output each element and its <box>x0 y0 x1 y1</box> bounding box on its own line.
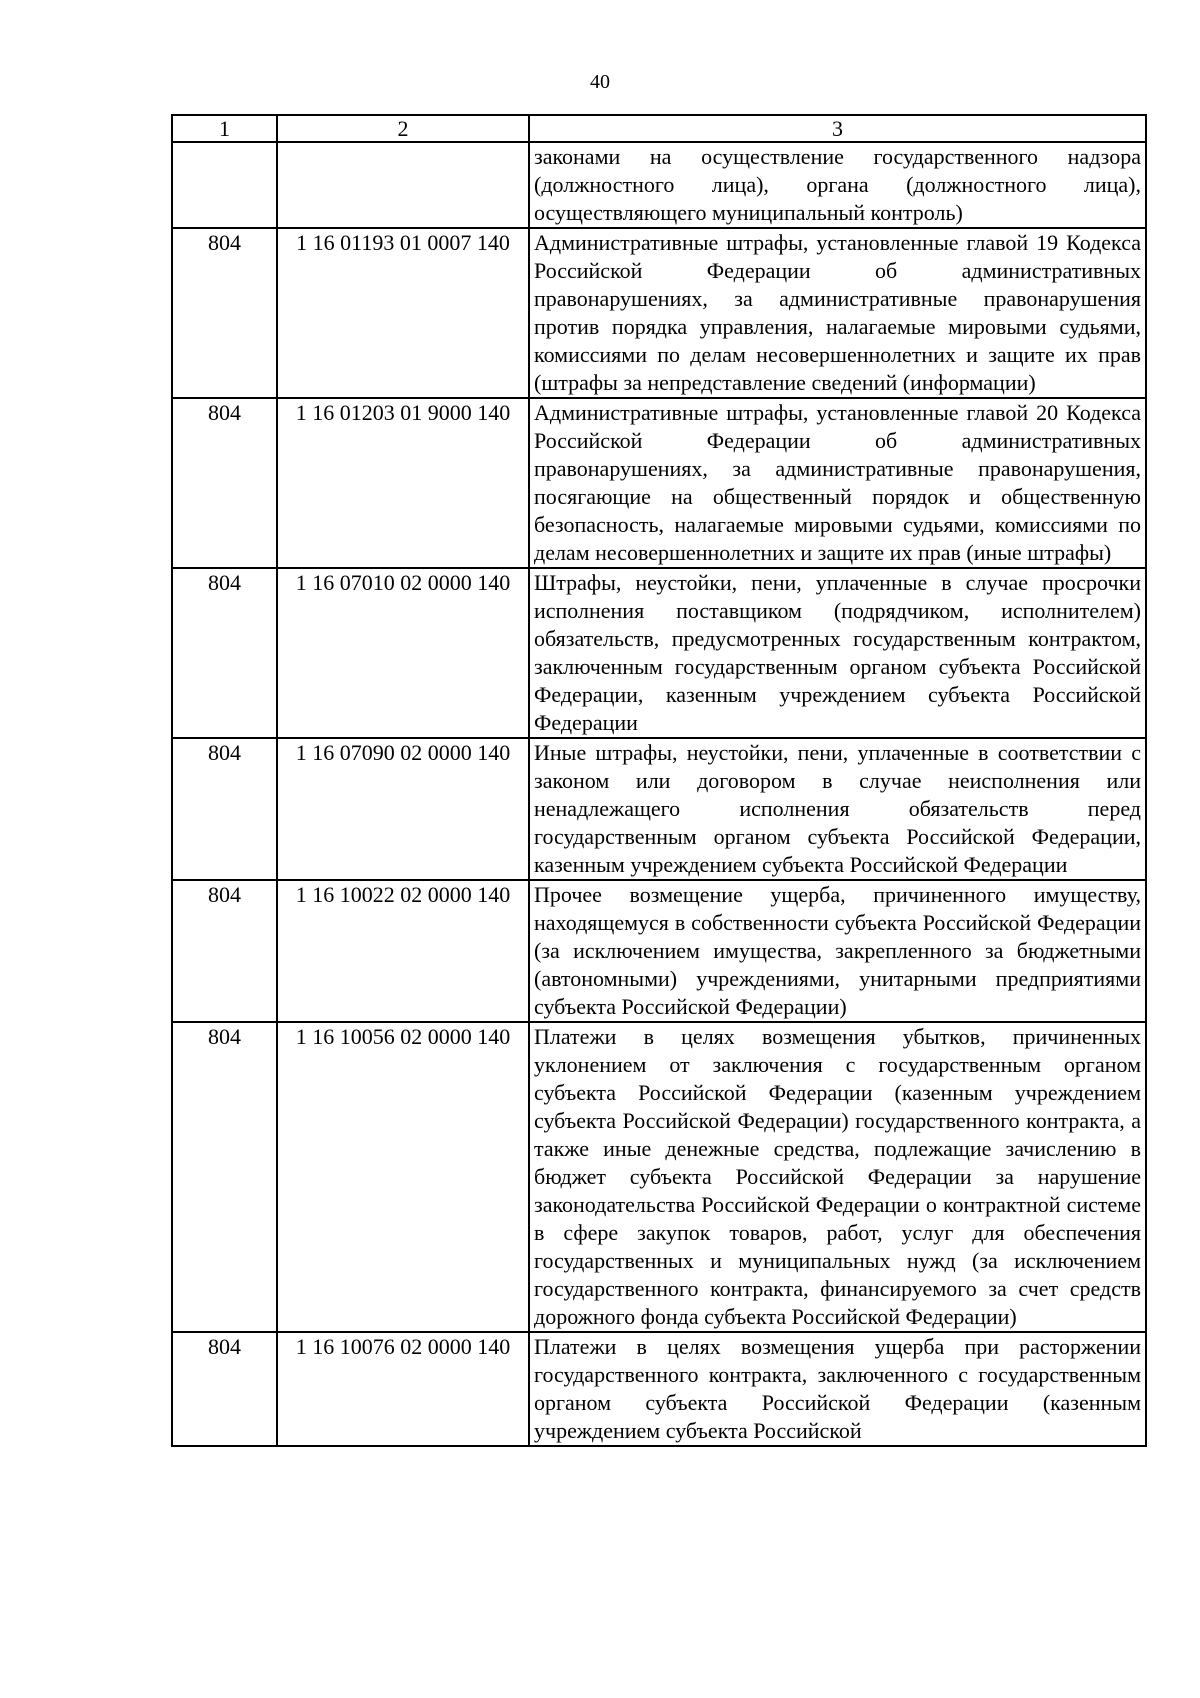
table-row <box>172 142 1146 228</box>
revenue-codes-table <box>171 114 1147 1447</box>
revenue-code-cell: 1 16 01193 01 0007 140 <box>277 228 529 398</box>
table-row <box>172 568 1146 738</box>
revenue-code-cell <box>277 142 529 228</box>
description-cell: Платежи в целях возмещения ущерба при расторжении государственного контракта, заключенного с государственным органом субъекта Российской Федерации (казенным учреждением субъекта Российской <box>529 1332 1146 1446</box>
revenue-code-cell: 1 16 10022 02 0000 140 <box>277 880 529 1022</box>
revenue-code-cell: 1 16 07090 02 0000 140 <box>277 738 529 880</box>
column-header-code: 2 <box>277 115 529 142</box>
admin-code-cell: 804 <box>172 880 277 1022</box>
admin-code-cell: 804 <box>172 228 277 398</box>
description-cell: Административные штрафы, установленные главой 20 Кодекса Российской Федерации об административных правонарушениях, за административные правонарушения, посягающие на общественный порядок и общественную безопасность, налагаемые мировыми судьями, комиссиями по делам несовершеннолетних и защите их прав (иные штрафы) <box>529 398 1146 568</box>
description-cell: законами на осуществление государственного надзора (должностного лица), органа (должностного лица), осуществляющего муниципальный контроль) <box>529 142 1146 228</box>
description-cell: Иные штрафы, неустойки, пени, уплаченные в соответствии с законом или договором в случае неисполнения или ненадлежащего исполнения обязательств перед государственным органом субъекта Российской Федерации, казенным учреждением субъекта Российской Федерации <box>529 738 1146 880</box>
table-row <box>172 228 1146 398</box>
column-header-description: 3 <box>529 115 1146 142</box>
description-cell: Штрафы, неустойки, пени, уплаченные в случае просрочки исполнения поставщиком (подрядчиком, исполнителем) обязательств, предусмотренных государственным контрактом, заключенным государственным органом субъекта Российской Федерации, казенным учреждением субъекта Российской Федерации <box>529 568 1146 738</box>
table-row <box>172 738 1146 880</box>
table-row <box>172 398 1146 568</box>
revenue-code-cell: 1 16 07010 02 0000 140 <box>277 568 529 738</box>
admin-code-cell <box>172 142 277 228</box>
revenue-code-cell: 1 16 01203 01 9000 140 <box>277 398 529 568</box>
column-header-admin: 1 <box>172 115 277 142</box>
description-cell: Административные штрафы, установленные главой 19 Кодекса Российской Федерации об административных правонарушениях, за административные правонарушения против порядка управления, налагаемые мировыми судьями, комиссиями по делам несовершеннолетних и защите их прав (штрафы за непредставление сведений (информации) <box>529 228 1146 398</box>
admin-code-cell: 804 <box>172 398 277 568</box>
admin-code-cell: 804 <box>172 1332 277 1446</box>
admin-code-cell: 804 <box>172 1022 277 1332</box>
admin-code-cell: 804 <box>172 738 277 880</box>
table-header-row <box>172 115 1146 142</box>
page-number: 40 <box>590 71 610 93</box>
description-cell: Прочее возмещение ущерба, причиненного имуществу, находящемуся в собственности субъекта Российской Федерации (за исключением имущества, закрепленного за бюджетными (автономными) учреждениями, унитарными предприятиями субъекта Российской Федерации) <box>529 880 1146 1022</box>
table-row <box>172 1332 1146 1446</box>
table-row <box>172 880 1146 1022</box>
table-row <box>172 1022 1146 1332</box>
revenue-code-cell: 1 16 10056 02 0000 140 <box>277 1022 529 1332</box>
revenue-code-cell: 1 16 10076 02 0000 140 <box>277 1332 529 1446</box>
admin-code-cell: 804 <box>172 568 277 738</box>
description-cell: Платежи в целях возмещения убытков, причиненных уклонением от заключения с государственным органом субъекта Российской Федерации (казенным учреждением субъекта Российской Федерации) государственного контракта, а также иные денежные средства, подлежащие зачислению в бюджет субъекта Российской Федерации за нарушение законодательства Российской Федерации о контрактной системе в сфере закупок товаров, работ, услуг для обеспечения государственных и муниципальных нужд (за исключением государственного контракта, финансируемого за счет средств дорожного фонда субъекта Российской Федерации) <box>529 1022 1146 1332</box>
